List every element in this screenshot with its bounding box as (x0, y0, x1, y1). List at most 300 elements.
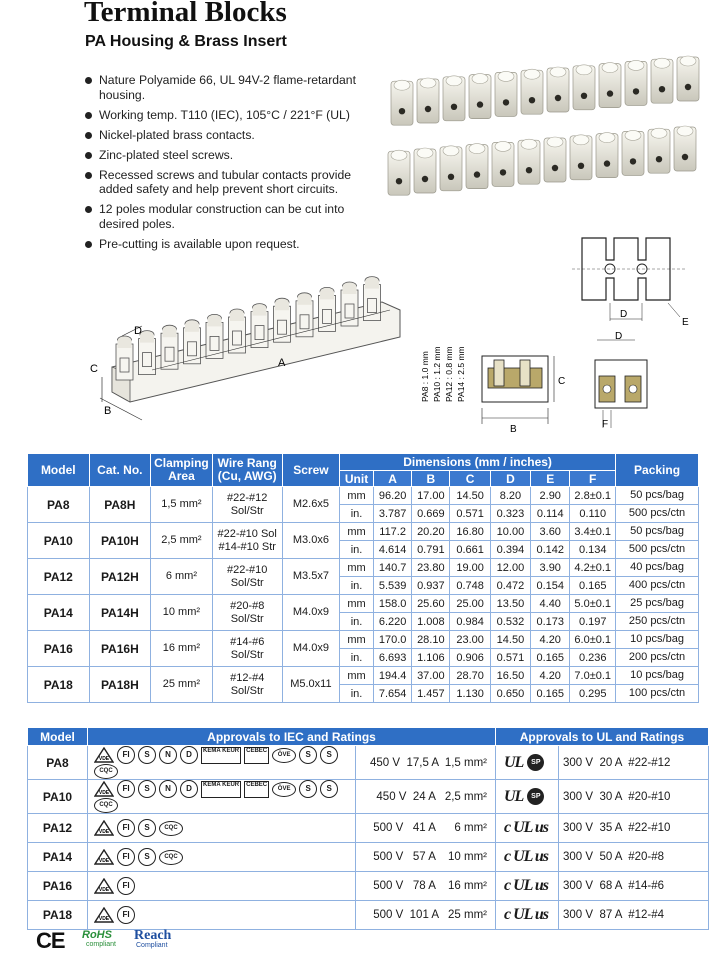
cell-screw: M3.5x7 (282, 559, 339, 595)
cell-dim-value: 0.937 (412, 577, 450, 595)
cell-dim-value: 16.50 (490, 667, 530, 685)
cqc-mark-icon: CQC (159, 821, 183, 836)
cell-dim-value: 2.8±0.1 (570, 487, 616, 505)
top-label-d: D (620, 309, 628, 320)
iso-label-d: D (134, 325, 142, 337)
photo-pole-top (550, 67, 566, 77)
s-mark-icon: S (138, 780, 156, 798)
end-label-d: D (615, 331, 623, 342)
cell-packing: 250 pcs/ctn (616, 613, 699, 631)
cell-unit: in. (340, 685, 374, 703)
th-appr-iec: Approvals to IEC and Ratings (88, 728, 496, 746)
top-view-drawing (568, 233, 698, 333)
cell-dim-value: 17.00 (412, 487, 450, 505)
vde-mark-text: VDE (98, 887, 110, 893)
cell-ul-marks (496, 843, 559, 872)
cell-dim-value: 23.80 (412, 559, 450, 577)
ul-mark-icon: UL (504, 787, 524, 805)
photo-pole-top (443, 146, 459, 156)
feature-item: Pre-cutting is available upon request. (84, 237, 384, 252)
photo-pole-top (547, 137, 563, 147)
s-mark-icon: S (138, 746, 156, 764)
iso-pole-cylinder (320, 291, 334, 299)
cell-wire-range (212, 595, 282, 631)
n-mark-icon: N (159, 746, 177, 764)
approval-row (28, 746, 709, 780)
th-appr-ul: Approvals to UL and Ratings (496, 728, 709, 746)
cell-unit: in. (340, 505, 374, 523)
sev-mark-icon: S (299, 746, 317, 764)
iso-pole (116, 344, 133, 380)
iso-pole-cylinder (140, 335, 154, 343)
top-label-e: E (682, 317, 689, 328)
cell-ul-marks (496, 814, 559, 843)
fi-mark-icon: FI (117, 906, 135, 924)
cell-dim-value: 0.110 (570, 505, 616, 523)
cell-cat-no: PA8H (89, 487, 151, 523)
feature-item: Nature Polyamide 66, UL 94V-2 flame-retardant housing. (84, 73, 384, 102)
fi-mark-icon: FI (117, 848, 135, 866)
cell-dim-value: 8.20 (490, 487, 530, 505)
cell-ul-marks (496, 872, 559, 901)
cell-iec-marks (88, 901, 356, 930)
cell-appr-model: PA16 (28, 872, 88, 901)
feature-item: Zinc-plated steel screws. (84, 148, 384, 163)
cqc-mark-icon: CQC (94, 764, 118, 779)
cell-wire-range (212, 631, 282, 667)
cell-model: PA8 (28, 487, 90, 523)
vde-mark-icon (94, 849, 114, 865)
iso-pole (251, 312, 268, 348)
cell-dim-value: 0.472 (490, 577, 530, 595)
cell-dim-value: 0.165 (531, 685, 570, 703)
th-clamping-area: Clamping Area (151, 454, 213, 487)
cell-dim-value: 0.197 (570, 613, 616, 631)
photo-pole-top (498, 71, 514, 81)
dim-row-mm (28, 595, 699, 613)
side-label-b: B (510, 424, 517, 435)
cell-cat-no: PA10H (89, 523, 151, 559)
cell-unit: in. (340, 613, 374, 631)
photo-pole-hole (422, 176, 428, 182)
cell-iec-marks (88, 843, 356, 872)
cell-model: PA10 (28, 523, 90, 559)
wire-line: Sol/Str (230, 684, 264, 697)
cell-dim-value: 1.106 (412, 649, 450, 667)
cqc-mark-icon: CQC (159, 850, 183, 865)
cell-dim-value: 25.00 (450, 595, 490, 613)
cell-appr-model: PA10 (28, 780, 88, 814)
th-e: E (531, 471, 570, 487)
iso-pole-cylinder (365, 281, 379, 289)
photo-pole-top (469, 144, 485, 154)
wire-line: Sol/Str (230, 648, 264, 661)
approval-row (28, 872, 709, 901)
cell-appr-model: PA8 (28, 746, 88, 780)
cell-clamping-area: 6 mm² (151, 559, 213, 595)
cell-wire-range (212, 559, 282, 595)
cell-screw: M5.0x11 (282, 667, 339, 703)
cell-unit: mm (340, 631, 374, 649)
vde-mark-text: VDE (98, 756, 110, 762)
cell-iec-rating: 450 V 24 A 2,5 mm² (356, 780, 496, 814)
cell-dim-value: 0.142 (531, 541, 570, 559)
iso-pole (139, 339, 156, 375)
cell-packing: 100 pcs/ctn (616, 685, 699, 703)
thickness-pa12: PA12 : 0.8 mm (444, 346, 454, 402)
photo-pole-top (654, 58, 670, 68)
approval-row (28, 780, 709, 814)
cell-dim-value: 5.539 (374, 577, 412, 595)
cell-packing: 25 pcs/bag (616, 595, 699, 613)
page-title: Terminal Blocks (84, 0, 287, 28)
cell-ul-marks (496, 780, 559, 814)
cell-dim-value: 140.7 (374, 559, 412, 577)
d-mark-icon: D (180, 746, 198, 764)
reach-logo: Reach (134, 928, 172, 943)
th-a: A (374, 471, 412, 487)
photo-pole-hole (656, 156, 662, 162)
th-model: Model (28, 454, 90, 487)
kema-mark-icon: KEMA KEUR (201, 781, 241, 798)
photo-pole-hole (581, 93, 587, 99)
cul-mark-icon: c UL us (504, 877, 548, 894)
cell-iec-rating: 500 V 78 A 16 mm² (356, 872, 496, 901)
cell-dim-value: 0.650 (490, 685, 530, 703)
iso-label-a: A (278, 357, 286, 369)
cell-clamping-area: 10 mm² (151, 595, 213, 631)
dimensions-table (27, 453, 699, 703)
cell-dim-value: 14.50 (450, 487, 490, 505)
rohs-logo: RoHS (82, 929, 112, 941)
cell-dim-value: 37.00 (412, 667, 450, 685)
cell-cat-no: PA14H (89, 595, 151, 631)
cell-clamping-area: 1,5 mm² (151, 487, 213, 523)
dim-row-mm (28, 487, 699, 505)
approval-row (28, 814, 709, 843)
cell-cat-no: PA18H (89, 667, 151, 703)
semko-mark-icon: S (320, 746, 338, 764)
cell-dim-value: 0.906 (450, 649, 490, 667)
cell-dim-value: 2.90 (531, 487, 570, 505)
photo-pole-top (524, 69, 540, 79)
iso-pole (364, 285, 381, 321)
cell-ul-marks (496, 746, 559, 780)
photo-pole-top (521, 139, 537, 149)
photo-pole-top (573, 135, 589, 145)
cell-dim-value: 1.457 (412, 685, 450, 703)
vde-mark-icon (94, 747, 114, 763)
cell-unit: in. (340, 577, 374, 595)
cell-dim-value: 0.394 (490, 541, 530, 559)
wire-line: #14-#10 Str (218, 540, 276, 553)
photo-pole-top (394, 80, 410, 90)
approvals-table (27, 727, 709, 930)
photo-pole-top (651, 128, 667, 138)
th-c: C (450, 471, 490, 487)
photo-pole-hole (682, 154, 688, 160)
cell-dim-value: 23.00 (450, 631, 490, 649)
photo-pole-hole (552, 165, 558, 171)
cell-dim-value: 4.40 (531, 595, 570, 613)
iso-pole-cylinder (275, 302, 289, 310)
dim-row-mm (28, 559, 699, 577)
cell-screw: M2.6x5 (282, 487, 339, 523)
photo-pole-top (680, 56, 696, 66)
cell-dim-value: 0.669 (412, 505, 450, 523)
cell-unit: mm (340, 523, 374, 541)
cell-ul-rating: 300 V 20 A #22-#12 (559, 746, 709, 780)
d-mark-icon: D (180, 780, 198, 798)
photo-pole-top (599, 133, 615, 143)
photo-pole-top (625, 130, 641, 140)
cell-dim-value: 6.0±0.1 (570, 631, 616, 649)
cell-ul-rating: 300 V 50 A #20-#8 (559, 843, 709, 872)
cell-dim-value: 20.20 (412, 523, 450, 541)
n-mark-icon: N (159, 780, 177, 798)
th-b: B (412, 471, 450, 487)
cell-dim-value: 6.220 (374, 613, 412, 631)
cell-dim-value: 0.791 (412, 541, 450, 559)
cell-dim-value: 0.165 (570, 577, 616, 595)
photo-pole-top (576, 65, 592, 75)
vde-mark-icon (94, 878, 114, 894)
cell-appr-model: PA18 (28, 901, 88, 930)
thickness-pa10: PA10 : 1.2 mm (432, 346, 442, 402)
photo-pole-top (677, 126, 693, 136)
fi-mark-icon: FI (117, 819, 135, 837)
fi-mark-icon: FI (117, 746, 135, 764)
dim-row-mm (28, 667, 699, 685)
photo-pole-hole (630, 158, 636, 164)
wire-line: #20-#8 (230, 599, 265, 612)
cell-iec-marks (88, 780, 356, 814)
side-section-drawing (474, 348, 574, 438)
photo-pole-hole (500, 169, 506, 175)
iso-pole-cylinder (298, 297, 312, 305)
vde-mark-text: VDE (98, 829, 110, 835)
photo-pole-hole (633, 88, 639, 94)
vde-mark-text: VDE (98, 790, 110, 796)
photo-pole-hole (607, 90, 613, 96)
cell-dim-value: 0.165 (531, 649, 570, 667)
cell-dim-value: 1.008 (412, 613, 450, 631)
cell-packing: 500 pcs/ctn (616, 505, 699, 523)
iso-pole (229, 317, 246, 353)
cell-dim-value: 14.50 (490, 631, 530, 649)
cell-clamping-area: 25 mm² (151, 667, 213, 703)
vde-mark-text: VDE (98, 858, 110, 864)
vde-mark-icon (94, 781, 114, 797)
cell-dim-value: 4.20 (531, 667, 570, 685)
photo-pole-hole (477, 101, 483, 107)
th-f: F (570, 471, 616, 487)
cell-model: PA16 (28, 631, 90, 667)
vde-mark-icon (94, 907, 114, 923)
cell-packing: 10 pcs/bag (616, 667, 699, 685)
th-dimensions: Dimensions (mm / inches) (340, 454, 616, 471)
csa-mark-icon: SP (527, 754, 544, 771)
cell-dim-value: 25.60 (412, 595, 450, 613)
wire-line: #22-#12 (227, 491, 268, 504)
cell-dim-value: 3.90 (531, 559, 570, 577)
cell-screw: M4.0x9 (282, 595, 339, 631)
photo-pole-hole (448, 174, 454, 180)
photo-pole-top (417, 148, 433, 158)
cell-ul-marks (496, 901, 559, 930)
cell-ul-rating: 300 V 30 A #20-#10 (559, 780, 709, 814)
th-cat-no: Cat. No. (89, 454, 151, 487)
wire-line: #22-#10 Sol (217, 527, 277, 540)
cell-iec-rating: 500 V 41 A 6 mm² (356, 814, 496, 843)
isometric-drawing (82, 262, 422, 432)
cell-packing: 50 pcs/bag (616, 523, 699, 541)
sev-mark-icon: S (299, 780, 317, 798)
cell-dim-value: 3.787 (374, 505, 412, 523)
ove-mark-icon: ÖVE (272, 748, 296, 763)
cell-wire-range (212, 523, 282, 559)
ce-mark: CE (36, 928, 65, 953)
iso-pole-cylinder (185, 324, 199, 332)
cell-dim-value: 96.20 (374, 487, 412, 505)
cell-dim-value: 0.661 (450, 541, 490, 559)
cell-model: PA18 (28, 667, 90, 703)
cul-mark-icon: c UL us (504, 848, 548, 865)
cell-dim-value: 0.748 (450, 577, 490, 595)
th-appr-model: Model (28, 728, 88, 746)
cell-dim-value: 117.2 (374, 523, 412, 541)
page-subtitle: PA Housing & Brass Insert (85, 33, 287, 50)
cell-clamping-area: 2,5 mm² (151, 523, 213, 559)
cell-unit: mm (340, 559, 374, 577)
cell-dim-value: 5.0±0.1 (570, 595, 616, 613)
feature-item: Nickel-plated brass contacts. (84, 128, 384, 143)
cell-dim-value: 12.00 (490, 559, 530, 577)
photo-pole-hole (399, 108, 405, 114)
cell-dim-value: 0.173 (531, 613, 570, 631)
cell-ul-rating: 300 V 68 A #14-#6 (559, 872, 709, 901)
cell-clamping-area: 16 mm² (151, 631, 213, 667)
fi-mark-icon: FI (117, 877, 135, 895)
cell-unit: mm (340, 487, 374, 505)
feature-item: 12 poles modular construction can be cut into desired poles. (84, 202, 384, 231)
photo-pole-top (602, 63, 618, 73)
iso-pole (341, 290, 358, 326)
photo-pole-top (420, 78, 436, 88)
cell-packing: 200 pcs/ctn (616, 649, 699, 667)
kema-mark-icon: KEMA KEUR (201, 747, 241, 764)
th-screw: Screw (282, 454, 339, 487)
cell-iec-rating: 500 V 101 A 25 mm² (356, 901, 496, 930)
cell-packing: 400 pcs/ctn (616, 577, 699, 595)
feature-item: Working temp. T110 (IEC), 105°C / 221°F (UL) (84, 108, 384, 123)
cell-ul-rating: 300 V 35 A #22-#10 (559, 814, 709, 843)
cell-iec-marks (88, 746, 356, 780)
cell-unit: in. (340, 541, 374, 559)
cell-wire-range (212, 667, 282, 703)
iso-label-c: C (90, 363, 98, 375)
cell-dim-value: 0.295 (570, 685, 616, 703)
cell-dim-value: 28.10 (412, 631, 450, 649)
csa-mark-icon: SP (527, 788, 544, 805)
cell-ul-rating: 300 V 87 A #12-#4 (559, 901, 709, 930)
s-mark-icon: S (138, 848, 156, 866)
end-view-drawing (585, 330, 665, 435)
cell-dim-value: 0.236 (570, 649, 616, 667)
iso-label-b: B (104, 405, 112, 417)
cell-unit: mm (340, 667, 374, 685)
cell-cat-no: PA16H (89, 631, 151, 667)
cell-dim-value: 0.571 (450, 505, 490, 523)
cell-dim-value: 0.323 (490, 505, 530, 523)
cul-mark-icon: c UL us (504, 819, 548, 836)
cell-dim-value: 4.2±0.1 (570, 559, 616, 577)
photo-pole-hole (529, 97, 535, 103)
cell-packing: 40 pcs/bag (616, 559, 699, 577)
iso-pole-cylinder (163, 329, 177, 337)
thickness-pa8: PA8 : 1.0 mm (420, 351, 430, 402)
rohs-subtitle: compliant (86, 941, 116, 948)
cell-dim-value: 13.50 (490, 595, 530, 613)
side-label-c: C (558, 376, 566, 387)
dim-row-mm (28, 523, 699, 541)
cqc-mark-icon: CQC (94, 798, 118, 813)
photo-pole-hole (474, 171, 480, 177)
semko-mark-icon: S (320, 780, 338, 798)
feature-list (84, 73, 384, 257)
iso-pole (274, 306, 291, 342)
fi-mark-icon: FI (117, 780, 135, 798)
photo-pole-top (446, 76, 462, 86)
photo-pole-hole (503, 99, 509, 105)
cell-dim-value: 0.134 (570, 541, 616, 559)
cell-iec-rating: 450 V 17,5 A 1,5 mm² (356, 746, 496, 780)
photo-pole-top (391, 150, 407, 160)
photo-pole-hole (526, 167, 532, 173)
cell-screw: M4.0x9 (282, 631, 339, 667)
feature-item: Recessed screws and tubular contacts provide added safety and help prevent short circuits. (84, 168, 384, 197)
cell-unit: in. (340, 649, 374, 667)
cell-dim-value: 194.4 (374, 667, 412, 685)
photo-pole-top (472, 74, 488, 84)
cell-iec-marks (88, 814, 356, 843)
thickness-labels (418, 338, 480, 406)
cell-wire-range (212, 487, 282, 523)
cell-dim-value: 7.654 (374, 685, 412, 703)
vde-mark-text: VDE (98, 916, 110, 922)
dim-row-mm (28, 631, 699, 649)
cell-dim-value: 10.00 (490, 523, 530, 541)
wire-line: #22-#10 (227, 563, 268, 576)
cell-dim-value: 28.70 (450, 667, 490, 685)
th-unit: Unit (340, 471, 374, 487)
cell-dim-value: 158.0 (374, 595, 412, 613)
cell-iec-rating: 500 V 57 A 10 mm² (356, 843, 496, 872)
wire-line: Sol/Str (230, 612, 264, 625)
cell-model: PA14 (28, 595, 90, 631)
iso-pole-cylinder (343, 286, 357, 294)
cebec-mark-icon: CEBEC (244, 781, 269, 798)
photo-pole-top (628, 60, 644, 70)
cell-unit: mm (340, 595, 374, 613)
cell-dim-value: 0.571 (490, 649, 530, 667)
cul-mark-icon: c UL us (504, 906, 548, 923)
wire-line: Sol/Str (230, 576, 264, 589)
cell-dim-value: 1.130 (450, 685, 490, 703)
cell-packing: 500 pcs/ctn (616, 541, 699, 559)
cell-dim-value: 16.80 (450, 523, 490, 541)
vde-mark-icon (94, 820, 114, 836)
